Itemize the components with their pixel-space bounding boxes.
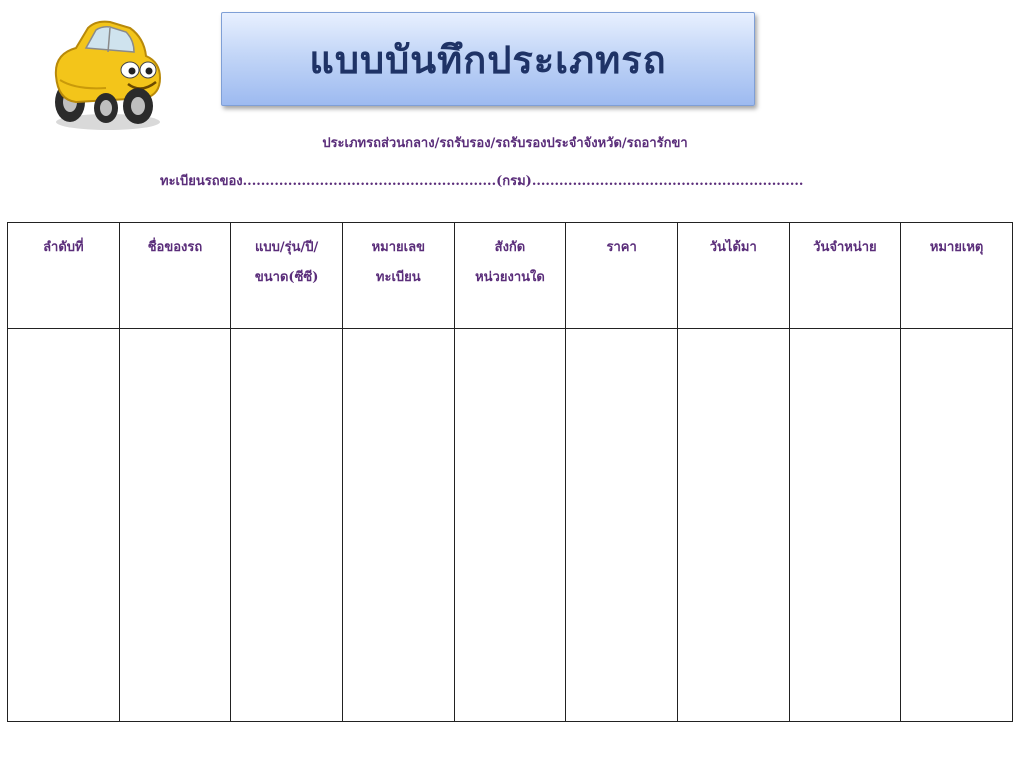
column-header-remarks: หมายเหตุ (901, 223, 1013, 329)
cartoon-car-icon (46, 14, 168, 132)
column-header-model-year-size: แบบ/รุ่น/ปี/ ขนาด(ซีซี) (231, 223, 343, 329)
table-cell-vehicle-name[interactable] (119, 329, 231, 722)
page-title: แบบบันทึกประเภทรถ (309, 36, 667, 82)
table-cell-acquired-date[interactable] (677, 329, 789, 722)
title-banner (221, 12, 755, 106)
table-cell-remarks[interactable] (901, 329, 1013, 722)
column-header-vehicle-name: ชื่อของรถ (119, 223, 231, 329)
column-header-disposal-date: วันจำหน่าย (789, 223, 901, 329)
table-cell-price[interactable] (566, 329, 678, 722)
column-header-department: สังกัด หน่วยงานใด (454, 223, 566, 329)
table-row (8, 329, 1013, 722)
column-header-acquired-date: วันได้มา (677, 223, 789, 329)
owner-prefix: ทะเบียนรถของ (160, 174, 243, 189)
table-cell-department[interactable] (454, 329, 566, 722)
owner-blank-2: ............................................................ (531, 174, 804, 189)
owner-blank-1: ........................................................ (242, 174, 497, 189)
vehicle-record-table (7, 222, 1013, 722)
column-header-registration-number: หมายเลข ทะเบียน (342, 223, 454, 329)
table-header-row (8, 223, 1013, 329)
table-cell-sequence[interactable] (8, 329, 120, 722)
table-cell-model-year-size[interactable] (231, 329, 343, 722)
owner-line (160, 170, 803, 191)
table-cell-disposal-date[interactable] (789, 329, 901, 722)
owner-department-label: (กรม) (496, 174, 532, 189)
vehicle-type-subtitle: ประเภทรถส่วนกลาง/รถรับรอง/รถรับรองประจำจังหวัด/รถอารักขา (322, 136, 688, 151)
column-header-sequence: ลำดับที่ (8, 223, 120, 329)
table-cell-registration-number[interactable] (342, 329, 454, 722)
column-header-price: ราคา (566, 223, 678, 329)
